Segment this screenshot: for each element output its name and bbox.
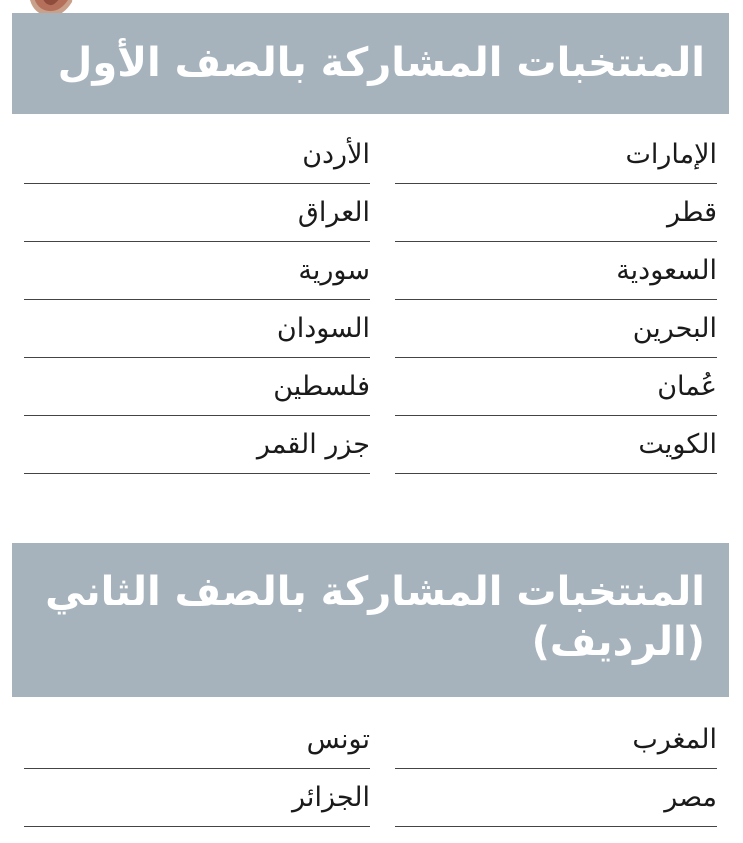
list-item: الجزائر — [24, 769, 370, 827]
list-item: الأردن — [24, 126, 370, 184]
list-item: السودان — [24, 300, 370, 358]
section-title-first-tier: المنتخبات المشاركة بالصف الأول — [57, 40, 705, 86]
list-item: قطر — [395, 184, 717, 242]
team-list-first-tier-left — [24, 126, 370, 474]
list-item: العراق — [24, 184, 370, 242]
list-item: تونس — [24, 711, 370, 769]
list-item: الكويت — [395, 416, 717, 474]
list-item: فلسطين — [24, 358, 370, 416]
team-list-second-tier-right — [395, 711, 717, 827]
list-item: جزر القمر — [24, 416, 370, 474]
list-item: الإمارات — [395, 126, 717, 184]
list-item: المغرب — [395, 711, 717, 769]
section-header-second-tier — [12, 543, 729, 697]
list-item: سورية — [24, 242, 370, 300]
list-item: السعودية — [395, 242, 717, 300]
list-item: عُمان — [395, 358, 717, 416]
section-header-first-tier — [12, 13, 729, 114]
section-title-second-tier: المنتخبات المشاركة بالصف الثاني — [45, 569, 705, 615]
team-list-first-tier-right — [395, 126, 717, 474]
list-item: البحرين — [395, 300, 717, 358]
list-item: مصر — [395, 769, 717, 827]
team-list-second-tier-left — [24, 711, 370, 827]
section-subtitle-reserve: (الرديف) — [531, 619, 705, 665]
